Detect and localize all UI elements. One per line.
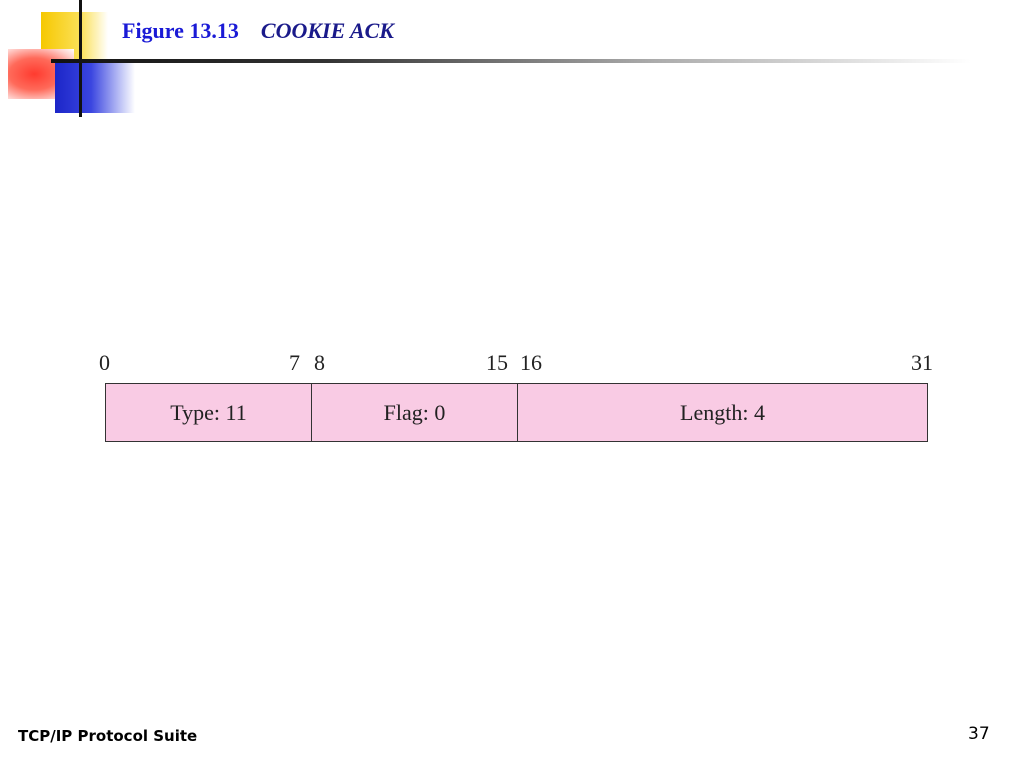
field-flag: Flag: 0 [311, 384, 517, 441]
figure-title: COOKIE ACK [260, 18, 394, 43]
page-number: 37 [968, 724, 990, 744]
field-type: Type: 11 [170, 399, 247, 425]
logo-blue-square [55, 63, 135, 113]
slide-title [122, 18, 394, 44]
bit-label: 8 [314, 350, 325, 375]
bit-label: 7 [289, 350, 300, 375]
footer-text: TCP/IP Protocol Suite [18, 727, 198, 745]
cookie-ack-chunk [105, 383, 928, 442]
bit-label: 16 [520, 350, 542, 375]
field-length: Length: 4 [517, 384, 927, 441]
bit-label: 31 [911, 350, 933, 375]
bit-label: 0 [99, 350, 110, 375]
header-rule [51, 59, 971, 63]
figure-label: Figure 13.13 [122, 18, 239, 43]
bit-label: 15 [486, 350, 508, 375]
